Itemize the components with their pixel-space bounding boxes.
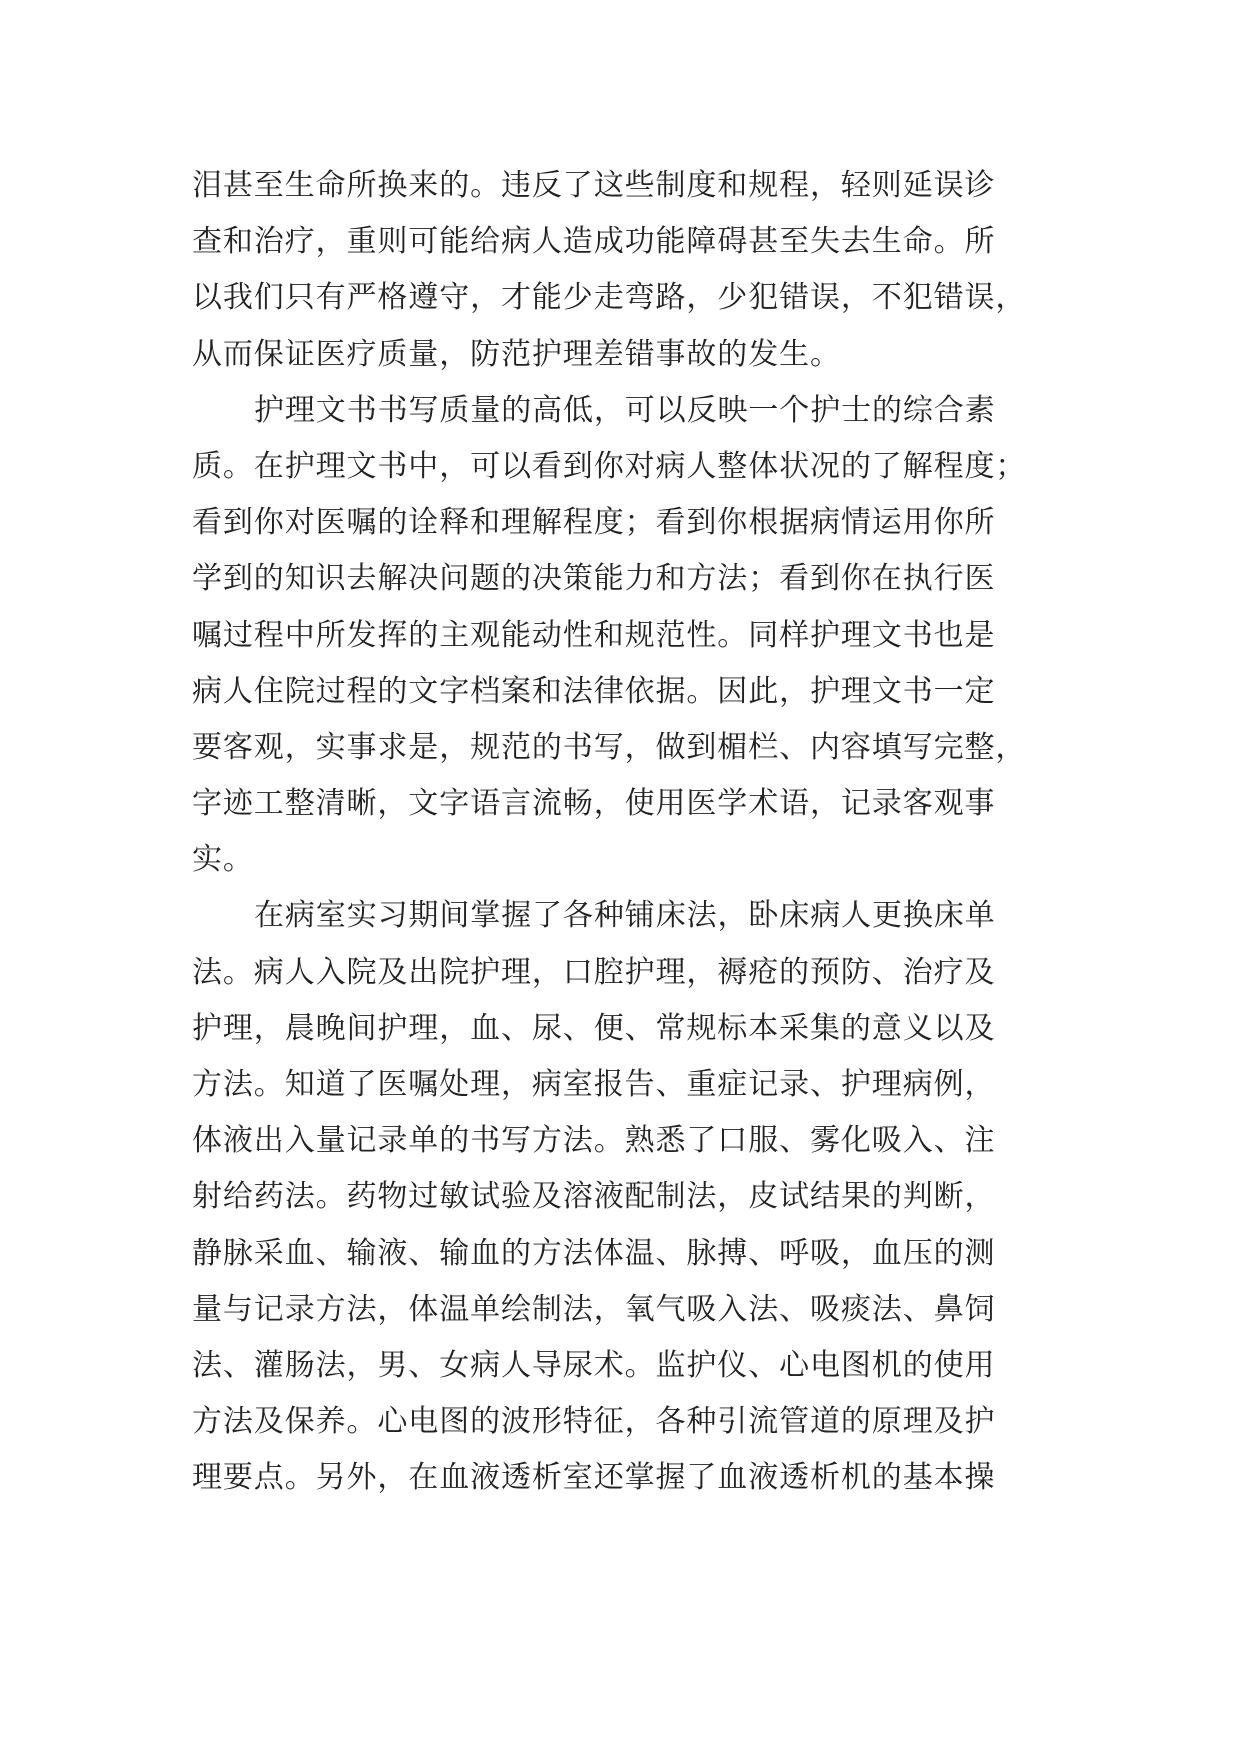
text-line: 看到你对医嘱的诠释和理解程度；看到你根据病情运用你所 — [192, 505, 996, 541]
text-line: 实。 — [192, 842, 254, 878]
text-line: 方法。知道了医嘱处理，病室报告、重症记录、护理病例， — [192, 1067, 996, 1102]
text-line: 体液出入量记录单的书写方法。熟悉了口服、雾化吸入、注 — [192, 1123, 996, 1159]
text-line: 字迹工整清晰，文字语言流畅，使用医学术语，记录客观事 — [192, 786, 996, 822]
text-line: 法、灌肠法，男、女病人导尿术。监护仪、心电图机的使用 — [192, 1347, 996, 1383]
text-line: 学到的知识去解决问题的决策能力和方法；看到你在执行医 — [192, 561, 996, 597]
text-line: 法。病人入院及出院护理，口腔护理，褥疮的预防、治疗及 — [192, 954, 996, 990]
text-line: 射给药法。药物过敏试验及溶液配制法，皮试结果的判断， — [192, 1179, 996, 1215]
text-line: 嘱过程中所发挥的主观能动性和规范性。同样护理文书也是 — [192, 617, 996, 653]
text-line: 在病室实习期间掌握了各种铺床法，卧床病人更换床单 — [254, 898, 996, 934]
paragraph — [192, 158, 1052, 383]
paragraph — [192, 383, 1052, 889]
text-line: 泪甚至生命所换来的。违反了这些制度和规程，轻则延误诊 — [192, 168, 996, 203]
text-line: 查和治疗，重则可能给病人造成功能障碍甚至失去生命。所 — [192, 224, 996, 260]
text-line: 护理文书书写质量的高低，可以反映一个护士的综合素 — [254, 392, 996, 428]
text-line: 要客观，实事求是，规范的书写，做到楣栏、内容填写完整， — [192, 729, 1027, 765]
text-line: 质。在护理文书中，可以看到你对病人整体状况的了解程度； — [192, 448, 1027, 484]
text-line: 从而保证医疗质量，防范护理差错事故的发生。 — [192, 336, 841, 372]
paragraph — [192, 888, 1052, 1506]
text-line: 护理，晨晚间护理，血、尿、便、常规标本采集的意义以及 — [192, 1010, 996, 1046]
text-line: 病人住院过程的文字档案和法律依据。因此，护理文书一定 — [192, 673, 996, 709]
text-line: 以我们只有严格遵守，才能少走弯路，少犯错误，不犯错误， — [192, 280, 1027, 316]
text-line: 静脉采血、输液、输血的方法体温、脉搏、呼吸，血压的测 — [192, 1235, 996, 1271]
document-body — [192, 158, 1052, 1507]
text-line: 量与记录方法，体温单绘制法，氧气吸入法、吸痰法、鼻饲 — [192, 1291, 996, 1327]
text-line: 方法及保养。心电图的波形特征，各种引流管道的原理及护 — [192, 1404, 996, 1440]
text-line: 理要点。另外，在血液透析室还掌握了血液透析机的基本操 — [192, 1460, 996, 1496]
